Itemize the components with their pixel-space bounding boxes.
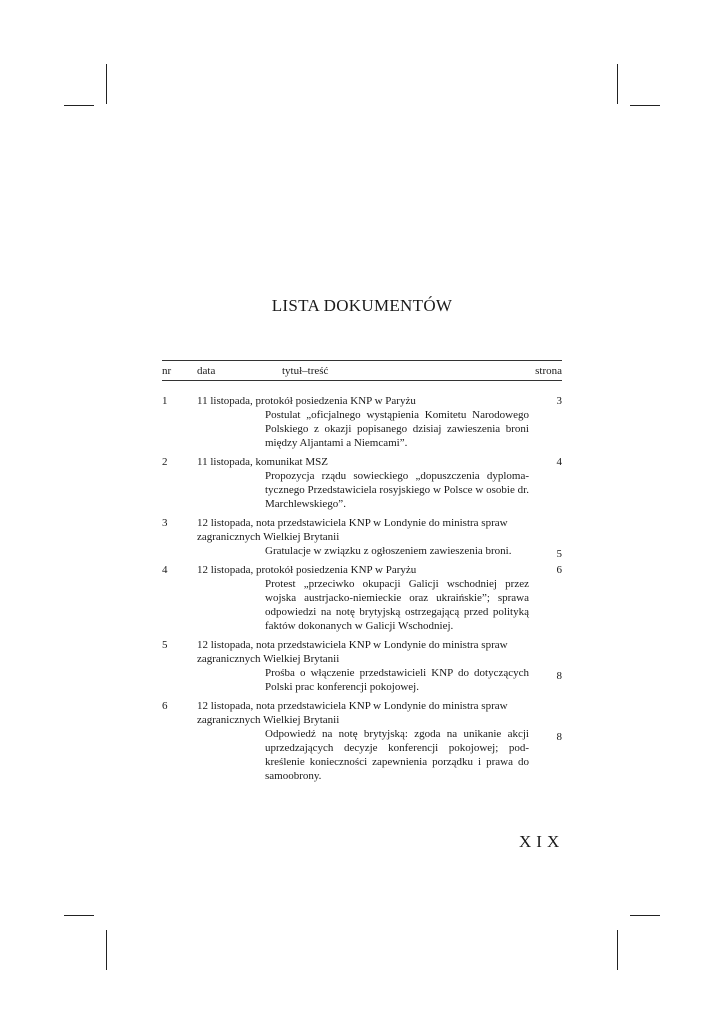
entry-date-type [197, 638, 527, 666]
entry-date-type [197, 563, 527, 577]
entry-number: 1 [162, 395, 168, 407]
document-entry [162, 455, 562, 511]
entry-meta-line: 12 listopada, nota przedstawiciela KNP w Londynie do ministra spraw [197, 517, 508, 529]
entry-page: 5 [556, 548, 562, 560]
table-top-rule [162, 360, 562, 361]
header-nr: nr [162, 365, 172, 377]
entry-number: 5 [162, 639, 168, 651]
entry-date-type [197, 455, 527, 469]
document-entry [162, 516, 562, 558]
document-entry [162, 699, 562, 783]
entry-page: 8 [556, 731, 562, 743]
header-page: strona [535, 365, 562, 377]
document-list [162, 360, 562, 788]
document-entry [162, 563, 562, 633]
entry-meta-line: 12 listopada, protokół posiedzenia KNP w Paryżu [197, 564, 417, 576]
entry-number: 4 [162, 564, 168, 576]
entry-meta-line: 12 listopada, nota przedstawiciela KNP w Londynie do ministra spraw [197, 700, 508, 712]
crop-mark [630, 915, 660, 916]
table-header-rule [162, 380, 562, 381]
crop-mark [106, 64, 107, 104]
entry-summary: Gratulacje w związku z ogłoszeniem zawieszenia broni. [265, 545, 512, 557]
entry-summary: Prośba o włączenie przedstawicieli KNP do dotyczących Polski prac konferencji pokojowej. [265, 667, 529, 693]
entry-date-type [197, 394, 527, 408]
crop-mark [64, 105, 94, 106]
header-data: data [197, 365, 216, 377]
crop-mark [617, 64, 618, 104]
page-number: XIX [519, 832, 565, 851]
crop-mark [106, 930, 107, 970]
entry-summary: Protest „przeciwko okupacji Galicji wschodniej przez wojska austrjacko-niemieckie oraz ukraińskie”; sprawa odpowiedzi na notę brytyjską ostrzegającą przed polityką faktów dokonanych w Galicji Wschodniej. [265, 578, 529, 632]
entry-number: 6 [162, 700, 168, 712]
crop-mark [617, 930, 618, 970]
entry-meta-line: 11 listopada, protokół posiedzenia KNP w Paryżu [197, 395, 416, 407]
entry-page: 8 [556, 670, 562, 682]
entry-summary: Propozycja rządu sowieckiego „dopuszczenia dyploma-tycznego Przedstawiciela rosyjskiego w Polsce w osobie dr. Marchlewskiego”. [265, 470, 529, 510]
document-entries [162, 394, 562, 783]
entry-meta-line: 12 listopada, nota przedstawiciela KNP w Londynie do ministra spraw [197, 639, 508, 651]
entry-page: 6 [556, 564, 562, 576]
crop-mark [630, 105, 660, 106]
entry-meta-line: 11 listopada, komunikat MSZ [197, 456, 328, 468]
entry-meta-line: zagranicznych Wielkiej Brytanii [197, 653, 340, 665]
document-entry [162, 394, 562, 450]
entry-summary: Odpowiedź na notę brytyjską: zgoda na unikanie akcji uprzedzających decyzje konferencji pokojowej; pod-kreślenie konieczności zapewnienia porządku i prawa do samoobrony. [265, 728, 529, 782]
entry-page: 3 [556, 395, 562, 407]
document-entry [162, 638, 562, 694]
entry-date-type [197, 516, 527, 544]
entry-number: 3 [162, 517, 168, 529]
page-title: LISTA DOKUMENTÓW [271, 296, 453, 315]
entry-page: 4 [556, 456, 562, 468]
header-title: tytuł–treść [282, 365, 329, 377]
entry-summary: Postulat „oficjalnego wystąpienia Komitetu Narodowego Polskiego z okazji popisanego dzisiaj zawieszenia broni między Aljantami a Niemcami”. [265, 409, 529, 449]
crop-mark [64, 915, 94, 916]
entry-date-type [197, 699, 527, 727]
table-header [162, 363, 562, 378]
entry-number: 2 [162, 456, 168, 468]
entry-meta-line: zagranicznych Wielkiej Brytanii [197, 531, 340, 543]
entry-meta-line: zagranicznych Wielkiej Brytanii [197, 714, 340, 726]
